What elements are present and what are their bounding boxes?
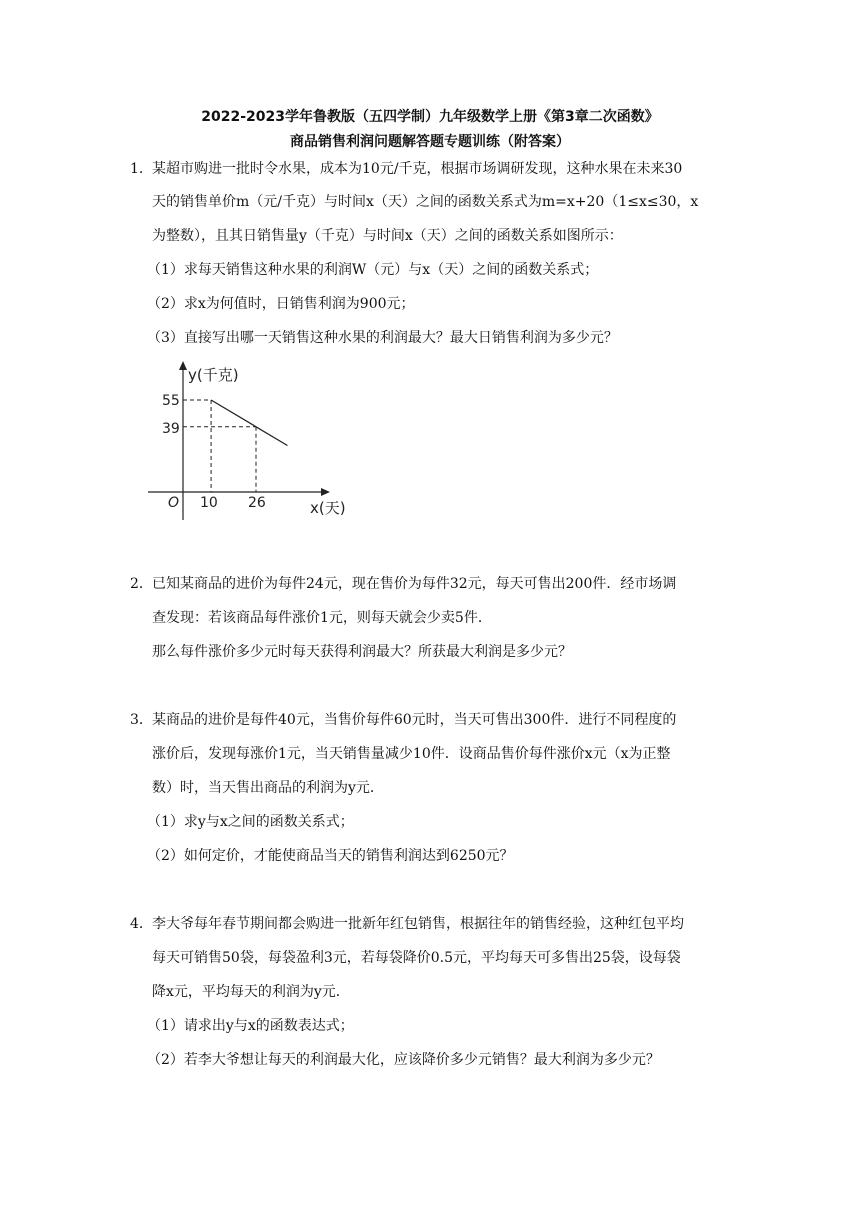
problem-text-line: 某商品的进价是每件40元，当售价每件60元时，当天可售出300件．进行不同程度的: [152, 712, 677, 728]
problem-text-line: 已知某商品的进价为每件24元，现在售价为每件32元，每天可售出200件．经市场调: [152, 576, 677, 592]
problem-number: 4．: [130, 916, 153, 932]
y-tick-label: 55: [162, 393, 180, 409]
problem-part: （3）直接写出哪一天销售这种水果的利润最大？最大日销售利润为多少元？: [147, 330, 618, 346]
problem-text-line: 李大爷每年春节期间都会购进一批新年红包销售，根据往年的销售经验，这种红包平均: [152, 916, 684, 932]
problem-text-line: 每天可销售50袋，每袋盈利3元，若每袋降价0.5元，平均每天可多售出25袋，设每袋: [152, 950, 681, 966]
x-tick-label: 10: [200, 495, 218, 511]
problem-part: （1）请求出y与x的函数表达式；: [147, 1018, 354, 1034]
problem-part: （2）求x为何值时，日销售利润为900元；: [147, 296, 415, 312]
origin-label: O: [168, 495, 180, 511]
problem-text-line: 某超市购进一批时令水果，成本为10元/千克，根据市场调研发现，这种水果在未来30: [152, 161, 683, 177]
problem-text-line: 数）时，当天售出商品的利润为y元．: [152, 780, 384, 796]
x-axis-label: x(天): [310, 499, 346, 517]
y-tick-label: 39: [162, 421, 180, 437]
series-line: [211, 400, 287, 445]
problem-part: （2）若李大爷想让每天的利润最大化，应该降价多少元销售？最大利润为多少元？: [147, 1052, 660, 1068]
problem-part: （1）求每天销售这种水果的利润W（元）与x（天）之间的函数关系式；: [147, 262, 599, 278]
problem-text-line: 查发现：若该商品每件涨价1元，则每天就会少卖5件．: [152, 610, 492, 626]
y-axis-label: y(千克): [188, 366, 239, 384]
problem-text-line: 天的销售单价m（元/千克）与时间x（天）之间的函数关系式为m=x+20（1≤x≤30，x: [152, 194, 699, 210]
doc-title-line2: 商品销售利润问题解答题专题训练（附答案）: [290, 134, 570, 150]
x-tick-label: 26: [248, 495, 266, 511]
problem-part: （1）求y与x之间的函数关系式；: [147, 814, 354, 830]
y-axis: [179, 361, 187, 520]
problem-number: 3．: [130, 712, 153, 728]
sales-graph: [140, 355, 370, 525]
problem-number: 1．: [130, 161, 153, 177]
problem-part: （2）如何定价，才能使商品当天的销售利润达到6250元？: [147, 848, 514, 864]
problem-text-line: 那么每件涨价多少元时每天获得利润最大？所获最大利润是多少元？: [152, 644, 572, 660]
problem-number: 2．: [130, 576, 153, 592]
problem-text-line: 涨价后，发现每涨价1元，当天销售量减少10件．设商品售价每件涨价x元（x为正整: [152, 746, 671, 762]
problem-text-line: 降x元，平均每天的利润为y元．: [152, 984, 350, 1000]
problem-text-line: 为整数），且其日销售量y（千克）与时间x（天）之间的函数关系如图所示：: [152, 228, 623, 244]
doc-title-line1: 2022-2023学年鲁教版（五四学制）九年级数学上册《第3章二次函数》: [201, 109, 659, 125]
